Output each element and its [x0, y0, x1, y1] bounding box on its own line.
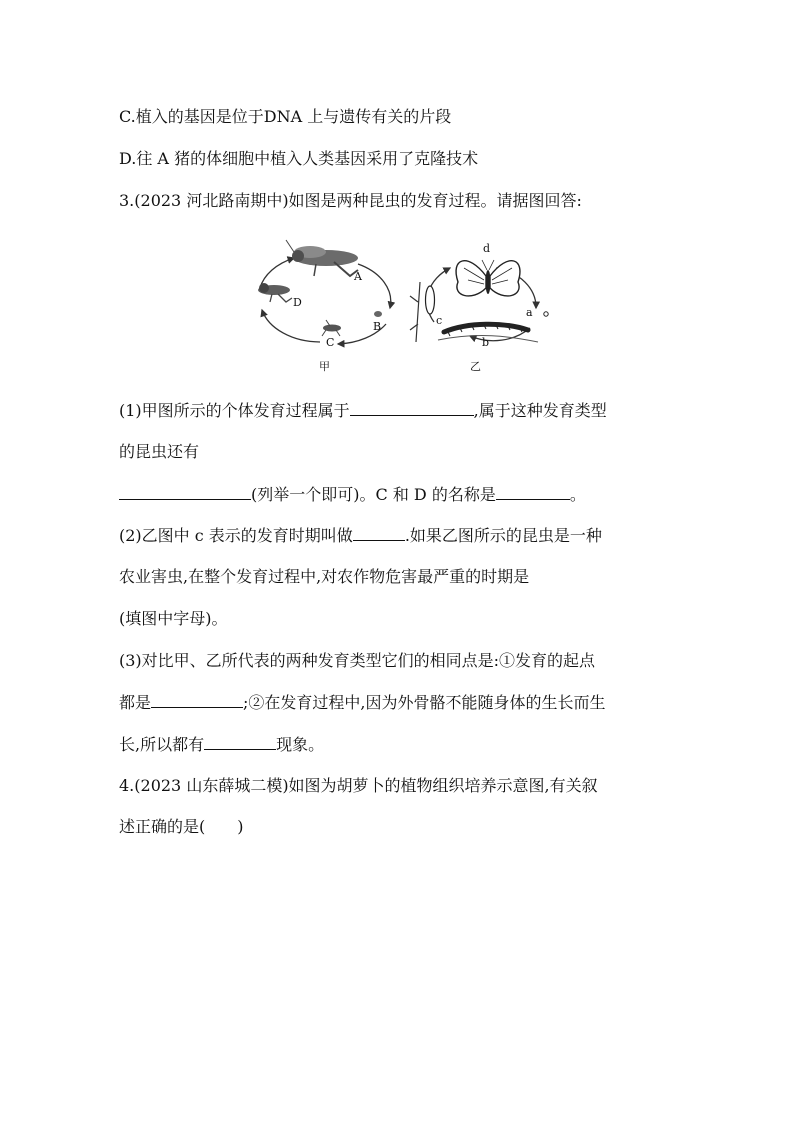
question-4-line-2: 述正确的是( )	[119, 817, 244, 836]
question-3-stem: 3.(2023 河北路南期中)如图是两种昆虫的发育过程。请据图回答:	[119, 191, 582, 210]
label-b-upper: B	[373, 320, 382, 333]
q2-line-1	[119, 525, 602, 546]
grasshopper-cycle	[258, 240, 391, 344]
q1-text-c: (列举一个即可)。C 和 D 的名称是	[251, 485, 496, 504]
q3-text-c: 长,所以都有	[119, 735, 205, 754]
adult-grasshopper-icon	[286, 240, 358, 276]
q1-text-d: 。	[569, 485, 586, 504]
q1-line-3	[119, 484, 586, 505]
q3-line-3	[119, 734, 324, 755]
q1-line-2: 的昆虫还有	[119, 442, 200, 461]
label-d-upper: D	[293, 296, 302, 309]
q2-line-3: (填图中字母)。	[119, 609, 228, 628]
small-nymph-icon	[322, 320, 341, 336]
q3-text-b: ;②在发育过程中,因为外骨骼不能随身体的生长而生	[243, 693, 606, 712]
q3-line-2	[119, 692, 606, 713]
answer-blank-3[interactable]	[496, 484, 570, 500]
answer-blank-1[interactable]	[350, 400, 474, 416]
label-c-upper: C	[326, 336, 335, 349]
label-b-lower: b	[482, 336, 490, 349]
q3-text-a: 都是	[119, 693, 152, 712]
butterfly-icon	[456, 260, 520, 296]
caption-yi: 乙	[470, 360, 481, 373]
label-a-lower: a	[526, 306, 533, 319]
label-c-lower: c	[436, 314, 443, 327]
label-a-upper: A	[354, 270, 362, 283]
q1-line-1	[119, 400, 607, 421]
development-diagram	[238, 232, 558, 380]
answer-blank-6[interactable]	[204, 734, 276, 750]
large-nymph-icon	[258, 283, 292, 302]
option-c: C.植入的基因是位于DNA 上与遗传有关的片段	[119, 107, 452, 126]
egg-icon	[374, 311, 382, 317]
q2-text-a: (2)乙图中 c 表示的发育时期叫做	[119, 526, 353, 545]
q2-line-2: 农业害虫,在整个发育过程中,对农作物危害最严重的时期是	[119, 567, 530, 586]
butterfly-cycle	[410, 260, 548, 342]
q1-text-a: (1)甲图所示的个体发育过程属于	[119, 401, 350, 420]
insect-development-figure	[238, 232, 558, 380]
answer-blank-5[interactable]	[151, 692, 243, 708]
q3-line-1: (3)对比甲、乙所代表的两种发育类型它们的相同点是:①发育的起点	[119, 651, 596, 670]
butterfly-egg-icon	[544, 312, 548, 316]
option-d: D.往 A 猪的体细胞中植入人类基因采用了克隆技术	[119, 149, 479, 168]
answer-blank-2[interactable]	[119, 484, 251, 500]
answer-blank-4[interactable]	[353, 525, 405, 541]
caption-jia: 甲	[319, 360, 330, 373]
q2-text-b: .如果乙图所示的昆虫是一种	[404, 526, 602, 545]
pupa-icon	[410, 282, 435, 342]
label-d-lower: d	[483, 242, 491, 255]
q3-text-d: 现象。	[276, 735, 325, 754]
question-4-line-1: 4.(2023 山东薛城二模)如图为胡萝卜的植物组织培养示意图,有关叙	[119, 776, 598, 795]
q1-text-b: ,属于这种发育类型	[473, 401, 607, 420]
